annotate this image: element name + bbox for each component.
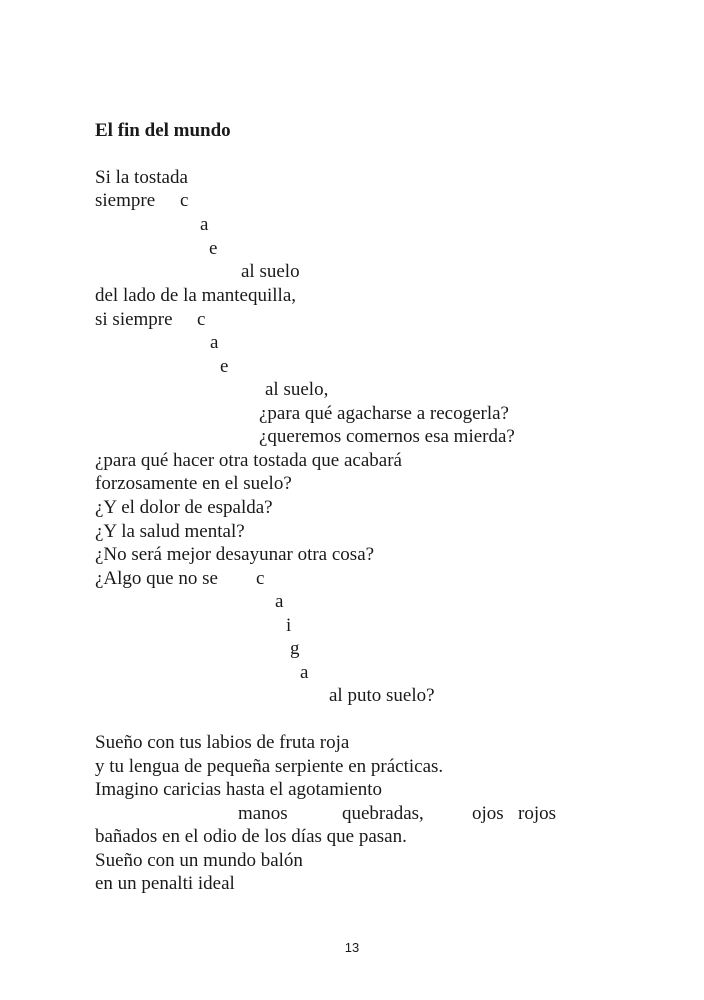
poem-line: rojos [518, 803, 556, 824]
poem-line: ¿No será mejor desayunar otra cosa? [95, 544, 375, 565]
poem-line: a [210, 332, 219, 353]
poem-line: si siempre [95, 309, 173, 330]
poem-line: ¿para qué agacharse a recogerla? [259, 403, 509, 424]
poem-line: a [300, 662, 309, 683]
poem-line: ojos [472, 803, 504, 824]
poem-line: forzosamente en el suelo? [95, 473, 292, 494]
poem-title: El fin del mundo [95, 120, 231, 141]
poem-line: c [256, 568, 265, 589]
poem-line: a [275, 591, 284, 612]
poem-line: ¿Y el dolor de espalda? [95, 497, 273, 518]
page-number: 13 [344, 940, 360, 955]
poem-line: Sueño con un mundo balón [95, 850, 303, 871]
poem-line: c [180, 190, 189, 211]
poem-line: g [290, 638, 300, 659]
poem-line: Sueño con tus labios de fruta roja [95, 732, 350, 753]
poem-line: del lado de la mantequilla, [95, 285, 297, 306]
poem-line: al suelo, [265, 379, 329, 400]
poem-line: a [200, 214, 209, 235]
poem-line: e [220, 356, 229, 377]
poem-line: siempre [95, 190, 156, 211]
poem-line: ¿Y la salud mental? [95, 521, 245, 542]
poem-line: al suelo [241, 261, 300, 282]
poem-line: ¿para qué hacer otra tostada que acabará [95, 450, 402, 471]
poem-line: ¿Algo que no se [95, 568, 218, 589]
poem-line: Si la tostada [95, 167, 188, 188]
poem-line: i [286, 615, 292, 636]
poem-line: ¿queremos comernos esa mierda? [259, 426, 515, 447]
poem-line: bañados en el odio de los días que pasan. [95, 826, 407, 847]
poem-line: c [197, 309, 206, 330]
poem-line: Imagino caricias hasta el agotamiento [95, 779, 382, 800]
poem-line: manos [238, 803, 288, 824]
poem-line: y tu lengua de pequeña serpiente en prácticas. [95, 756, 444, 777]
poem-line: quebradas, [342, 803, 424, 824]
poem-line: en un penalti ideal [95, 873, 235, 894]
poem-line: e [209, 238, 218, 259]
poem-line: al puto suelo? [329, 685, 435, 706]
